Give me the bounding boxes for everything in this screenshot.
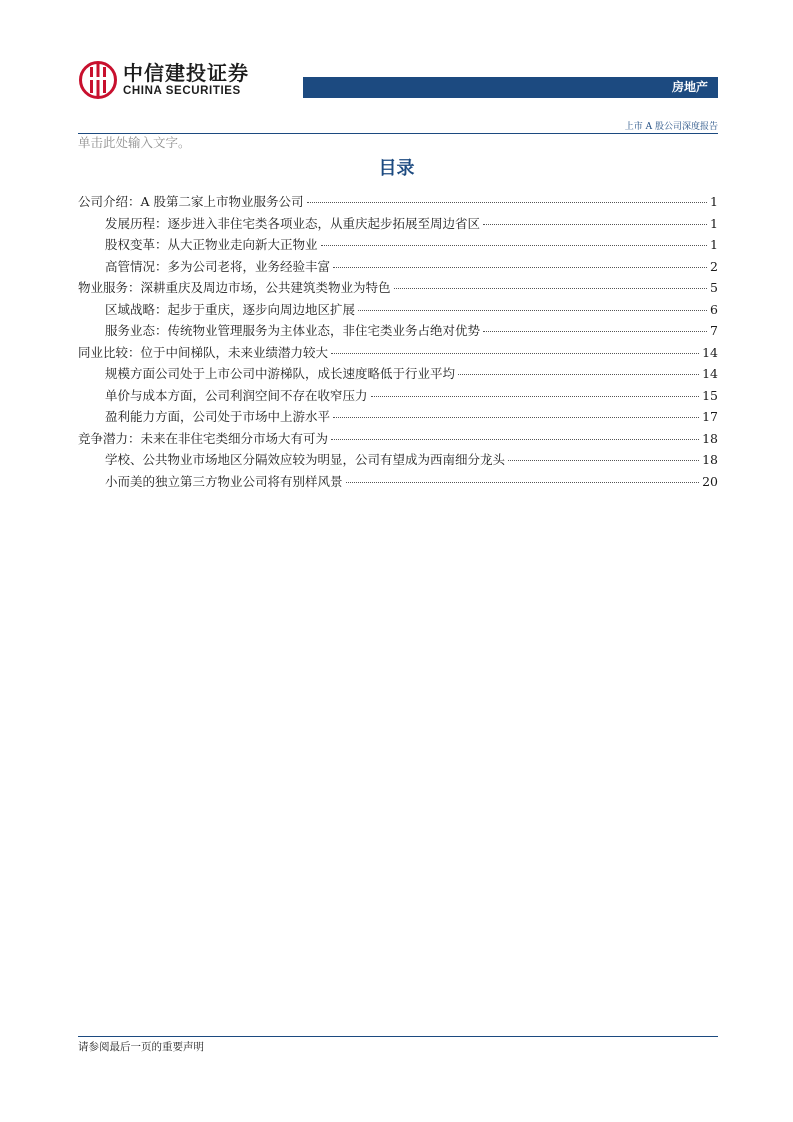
logo-chinese-name: 中信建投证券 bbox=[123, 61, 249, 85]
industry-section-label: 房地产 bbox=[671, 80, 708, 94]
toc-section-entry[interactable] bbox=[78, 256, 718, 278]
toc-page-number: 18 bbox=[702, 452, 718, 467]
toc-entry-text: 小而美的独立第三方物业公司将有别样风景 bbox=[105, 473, 343, 489]
toc-section-entry[interactable] bbox=[78, 363, 718, 385]
toc-page-number: 17 bbox=[702, 409, 718, 424]
toc-entry-text: 发展历程：逐步进入非住宅类各项业态，从重庆起步拓展至周边省区 bbox=[105, 215, 481, 231]
disclaimer-notice: 请参阅最后一页的重要声明 bbox=[78, 1041, 204, 1053]
toc-page-number: 7 bbox=[710, 323, 718, 338]
toc-page-number: 5 bbox=[710, 280, 718, 295]
toc-dot-leader bbox=[371, 396, 700, 397]
toc-entry-text: 股权变革：从大正物业走向新大正物业 bbox=[105, 237, 318, 252]
toc-dot-leader bbox=[508, 460, 699, 461]
toc-section-entry[interactable] bbox=[78, 449, 718, 471]
toc-page-number: 20 bbox=[702, 473, 718, 489]
text-placeholder[interactable]: 单击此处输入文字。 bbox=[78, 135, 191, 150]
logo-english-name: CHINA SECURITIES bbox=[123, 85, 241, 97]
toc-dot-leader bbox=[321, 245, 708, 246]
citic-logo-icon bbox=[78, 60, 118, 100]
header-bar bbox=[303, 77, 718, 98]
toc-title: 目录 bbox=[378, 158, 415, 179]
toc-page-number: 1 bbox=[710, 194, 718, 209]
company-logo bbox=[78, 58, 249, 102]
toc-chapter-entry[interactable] bbox=[78, 191, 718, 213]
toc-entry-text: 盈利能力方面，公司处于市场中上游水平 bbox=[105, 409, 331, 424]
toc-entry-text: 高管情况：多为公司老将，业务经验丰富 bbox=[105, 258, 331, 274]
toc-dot-leader bbox=[331, 439, 699, 440]
toc-section-entry[interactable] bbox=[78, 234, 718, 256]
footer-divider bbox=[78, 1036, 718, 1037]
toc-section-entry[interactable] bbox=[78, 299, 718, 321]
toc-section-entry[interactable] bbox=[78, 213, 718, 235]
toc-entry-text: 单价与成本方面，公司利润空间不存在收窄压力 bbox=[105, 387, 368, 403]
toc-dot-leader bbox=[394, 288, 708, 289]
toc-section-entry[interactable] bbox=[78, 471, 718, 493]
toc-entry-text: 公司介绍：A 股第二家上市物业服务公司 bbox=[78, 194, 304, 209]
toc-dot-leader bbox=[458, 374, 699, 375]
toc-chapter-entry[interactable] bbox=[78, 342, 718, 364]
toc-page-number: 15 bbox=[702, 387, 718, 403]
toc-entry-text: 竞争潜力：未来在非住宅类细分市场大有可为 bbox=[78, 430, 329, 446]
toc-page-number: 1 bbox=[710, 237, 718, 252]
toc-page-number: 2 bbox=[710, 258, 718, 274]
toc-dot-leader bbox=[333, 267, 707, 268]
toc-chapter-entry[interactable] bbox=[78, 428, 718, 450]
report-type-label: 上市 A 股公司深度报告 bbox=[624, 122, 718, 132]
toc-page-number: 14 bbox=[702, 344, 718, 360]
toc-page-number: 18 bbox=[702, 430, 718, 446]
toc-dot-leader bbox=[333, 417, 699, 418]
toc-dot-leader bbox=[331, 353, 699, 354]
toc-entry-text: 规模方面公司处于上市公司中游梯队，成长速度略低于行业平均 bbox=[105, 366, 456, 381]
toc-page-number: 1 bbox=[710, 215, 718, 231]
toc-page-number: 6 bbox=[710, 301, 718, 317]
toc-section-entry[interactable] bbox=[78, 406, 718, 428]
toc-chapter-entry[interactable] bbox=[78, 277, 718, 299]
toc-entry-text: 学校、公共物业市场地区分隔效应较为明显，公司有望成为西南细分龙头 bbox=[105, 452, 506, 467]
toc-dot-leader bbox=[307, 202, 708, 203]
toc-section-entry[interactable] bbox=[78, 320, 718, 342]
toc-entry-text: 同业比较：位于中间梯队，未来业绩潜力较大 bbox=[78, 344, 329, 360]
toc-dot-leader bbox=[483, 224, 707, 225]
toc-section-entry[interactable] bbox=[78, 385, 718, 407]
toc-entry-text: 服务业态：传统物业管理服务为主体业态，非住宅类业务占绝对优势 bbox=[105, 323, 481, 338]
toc-dot-leader bbox=[346, 482, 700, 483]
toc-entry-text: 物业服务：深耕重庆及周边市场，公共建筑类物业为特色 bbox=[78, 280, 391, 295]
toc-dot-leader bbox=[483, 331, 707, 332]
toc-page-number: 14 bbox=[702, 366, 718, 381]
table-of-contents bbox=[78, 191, 718, 492]
toc-dot-leader bbox=[358, 310, 707, 311]
toc-entry-text: 区域战略：起步于重庆，逐步向周边地区扩展 bbox=[105, 301, 356, 317]
